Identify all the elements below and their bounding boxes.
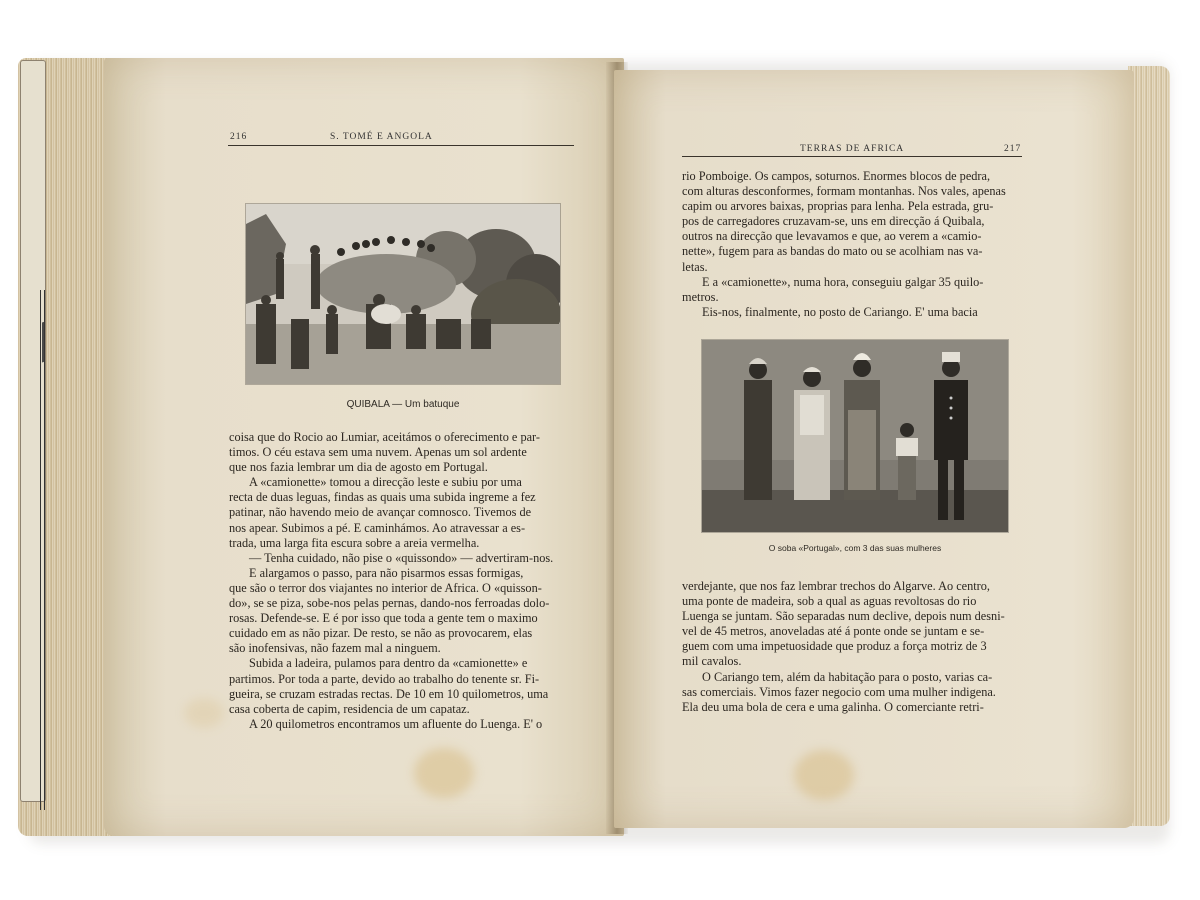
right-page-number: 217 [1004,144,1022,154]
text-line: que são o terror dos viajantes no interior de Africa. O «quisson- [229,580,542,595]
paper-stain [414,748,474,798]
text-line: Luenga se juntam. São separadas num declive, depois num desni- [682,609,1005,624]
text-line: nos apear. Subimos a pé. E caminhámos. Ao atravessar a es- [229,520,526,535]
text-line: cuidado em as não pizar. De resto, se não as provocarem, elas [229,626,533,641]
text-line: patinar, não havendo meio de avançar comnosco. Tivemos de [229,505,532,520]
text-line: E a «camionette», numa hora, conseguiu galgar 35 quilo- [702,274,984,289]
text-line: outros na direcção que levavamos e que, ao verem a «camio- [682,229,982,244]
text-line: letas. [682,259,708,274]
left-page-number: 216 [230,132,248,142]
text-line: Ela deu uma bola de cera e uma galinha. O comerciante retri- [682,699,984,714]
text-line: que nos fazia lembrar um dia de agosto em Portugal. [229,460,488,475]
left-running-head: S. TOMÉ E ANGOLA [330,132,433,142]
text-line: verdejante, que nos faz lembrar trechos do Algarve. Ao centro, [682,579,990,593]
text-line: O Cariango tem, além da habitação para o posto, varias ca- [702,669,993,684]
text-line: A 20 quilometros encontramos um afluente do Luenga. E' o [249,716,543,731]
text-line: partimos. Por toda a parte, devido ao trabalho do tenente sr. Fi- [229,671,540,686]
text-line: rio Pomboige. Os campos, soturnos. Enormes blocos de pedra, [682,169,991,183]
photo-soba-portugal [702,340,1008,532]
text-line: casa coberta de capim, residencia de um capataz. [229,701,470,716]
text-line: do», se se piza, sobe-nos pelas pernas, dando-nos ferroadas dolo- [229,596,550,611]
text-line: rosas. Defende-se. E é por isso que toda a gente tem o maximo [229,611,538,626]
right-page-edges [1128,66,1170,826]
text-line: guem com uma impetuosidade que produz a força motriz de 3 [682,639,987,654]
right-body-text-bottom [682,579,1022,715]
right-body-text-top [682,169,1022,320]
cover-pencil-mark [42,317,56,362]
book-cover-edge [20,60,46,802]
text-line: timos. O céu estava sem uma nuvem. Apenas um sol ardente [229,445,527,460]
text-line: com alturas desconformes, formam montanhas. Nos vales, apenas [682,184,1006,199]
text-line: mil cavalos. [682,654,742,669]
text-line: capim ou arvores baixas, proprias para lenha. Pela estrada, gru- [682,199,994,214]
left-body-text [229,430,579,732]
text-line: A «camionette» tomou a direcção leste e subiu por uma [249,475,522,490]
right-photo-caption: O soba «Portugal», com 3 das suas mulheres [768,543,942,553]
text-line: são inofensivas, não fazem mal a ninguem. [229,641,441,656]
cover-rule [40,290,41,810]
text-line: E alargamos o passo, para não pisarmos essas formigas, [249,565,524,580]
text-line: recta de duas leguas, findas as quais uma subida ingreme a fez [229,490,536,505]
paper-stain [184,698,224,728]
cover-rule [44,290,45,810]
text-line: metros. [682,289,719,304]
text-line: nette», fugem para as bandas do mato ou se acolhiam nas va- [682,244,983,259]
text-line: — Tenha cuidado, não pise o «quissondo» — advertiram-nos. [249,550,554,565]
soba-portrait-image [702,340,1008,532]
text-line: gueira, se cruzam estradas rectas. De 10 em 10 quilometros, uma [229,686,549,701]
text-line: coisa que do Rocio ao Lumiar, aceitámos o oferecimento e par- [229,430,541,444]
photo-batuque [246,204,560,384]
text-line: sas comerciais. Vimos fazer negocio com uma mulher indigena. [682,684,996,699]
text-line: Eis-nos, finalmente, no posto de Cariango. E' uma bacia [702,304,978,319]
left-header-rule [228,145,574,146]
right-running-head: TERRAS DE AFRICA [800,144,905,154]
right-header-rule [682,156,1022,157]
batuque-scene-image [246,204,560,384]
paper-stain [794,750,854,800]
text-line: uma ponte de madeira, sob a qual as aguas revoltosas do rio [682,594,977,609]
left-photo-caption: QUIBALA — Um batuque [346,399,460,410]
text-line: vel de 45 metros, anoveladas até á ponte onde se juntam e se- [682,624,985,639]
text-line: pos de carregadores cruzavam-se, uns em direcção á Quibala, [682,214,985,229]
text-line: Subida a ladeira, pulamos para dentro da «camionette» e [249,656,528,671]
text-line: trada, uma larga fita escura sobre a areia vermelha. [229,535,480,550]
